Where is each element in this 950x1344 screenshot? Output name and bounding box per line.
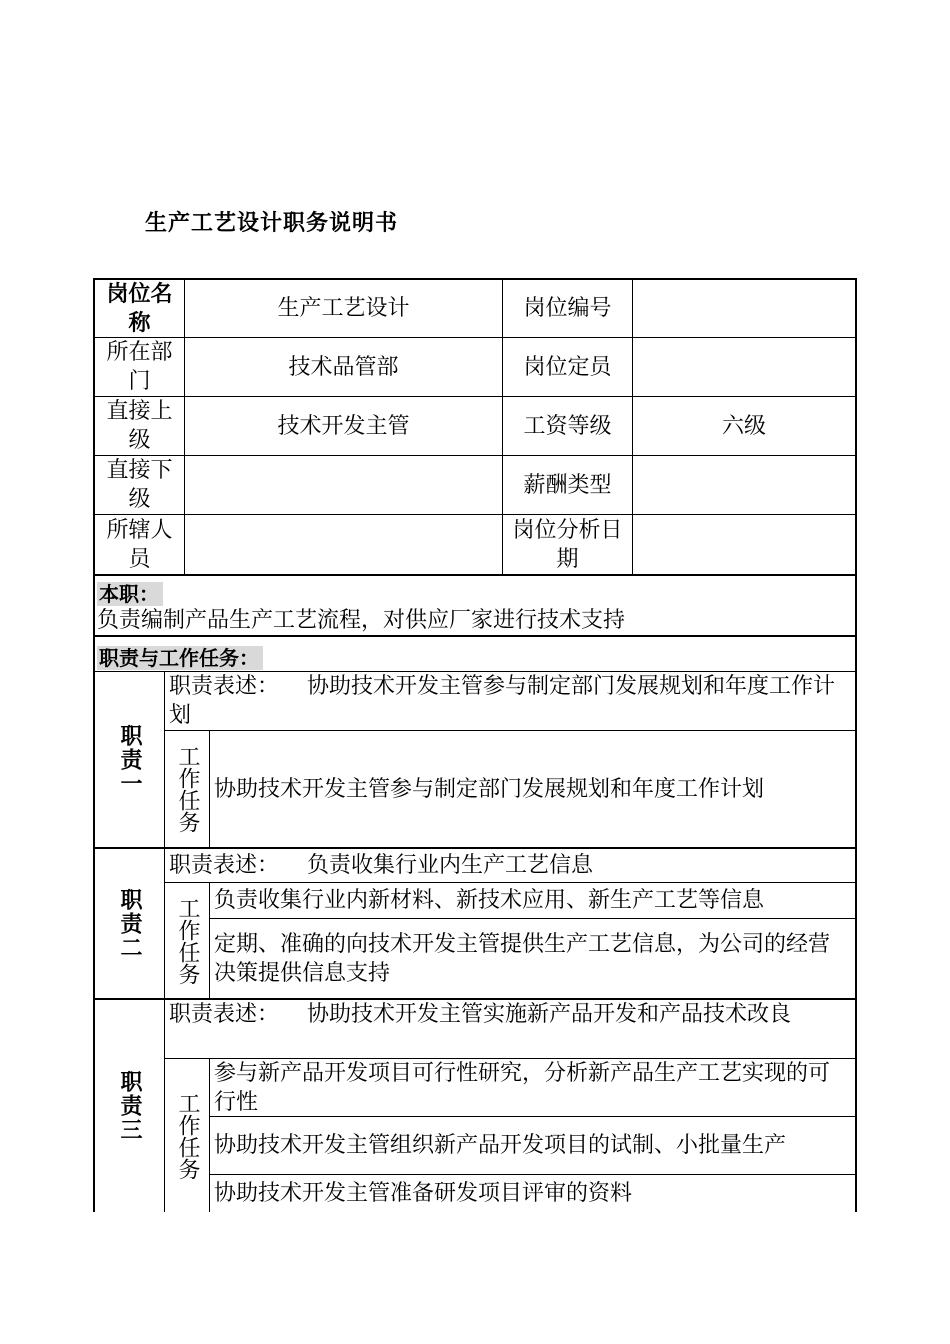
duty-3-task-1: 参与新产品开发项目可行性研究，分析新产品生产工艺实现的可行性 [209,1058,857,1117]
value-salary-grade: 六级 [632,396,857,456]
value-staff [184,514,503,576]
job-description-table [93,278,857,1212]
duty-summary-heading: 本职： [97,578,163,607]
duty-1-task-label: 工作任务 [164,730,210,848]
duty-3-description: 职责表述： 协助技术开发主管实施新产品开发和产品技术改良 [164,998,857,1059]
value-position-code [632,278,857,338]
duty-3-task-3: 协助技术开发主管准备研发项目评审的资料 [209,1174,857,1212]
duty-3-task-label: 工作任务 [164,1058,210,1212]
label-headcount: 岗位定员 [502,337,633,397]
duty-1-description: 职责表述： 协助技术开发主管参与制定部门发展规划和年度工作计划 [164,671,857,731]
label-analysis-date: 岗位分析日期 [502,514,633,576]
duty-3-task-2: 协助技术开发主管组织新产品开发项目的试制、小批量生产 [209,1116,857,1175]
label-position-name: 岗位名称 [93,278,185,338]
duties-heading: 职责与工作任务： [97,642,263,671]
duty-summary-text: 负责编制产品生产工艺流程，对供应厂家进行技术支持 [97,608,626,633]
label-supervisor: 直接上级 [93,396,185,456]
value-supervisor: 技术开发主管 [184,396,503,456]
label-pay-type: 薪酬类型 [502,455,633,515]
duty-2-task-2: 定期、准确的向技术开发主管提供生产工艺信息，为公司的经营决策提供信息支持 [209,918,857,999]
label-salary-grade: 工资等级 [502,396,633,456]
value-analysis-date [632,514,857,576]
duty-2-task-label: 工作任务 [164,882,210,999]
label-position-code: 岗位编号 [502,278,633,338]
label-staff: 所辖人员 [93,514,185,576]
duty-2-description: 职责表述： 负责收集行业内生产工艺信息 [164,847,857,883]
label-department: 所在部门 [93,337,185,397]
value-pay-type [632,455,857,515]
duty-1-label: 职责一 [93,671,165,848]
document-title: 生产工艺设计职务说明书 [145,211,399,236]
duty-3-label: 职责三 [93,998,165,1212]
duty-2-label: 职责二 [93,847,165,999]
value-position-name: 生产工艺设计 [184,278,503,338]
value-department: 技术品管部 [184,337,503,397]
duty-2-task-1: 负责收集行业内新材料、新技术应用、新生产工艺等信息 [209,882,857,919]
label-subordinate: 直接下级 [93,455,185,515]
value-subordinate [184,455,503,515]
duty-1-task-1: 协助技术开发主管参与制定部门发展规划和年度工作计划 [209,730,857,848]
value-headcount [632,337,857,397]
